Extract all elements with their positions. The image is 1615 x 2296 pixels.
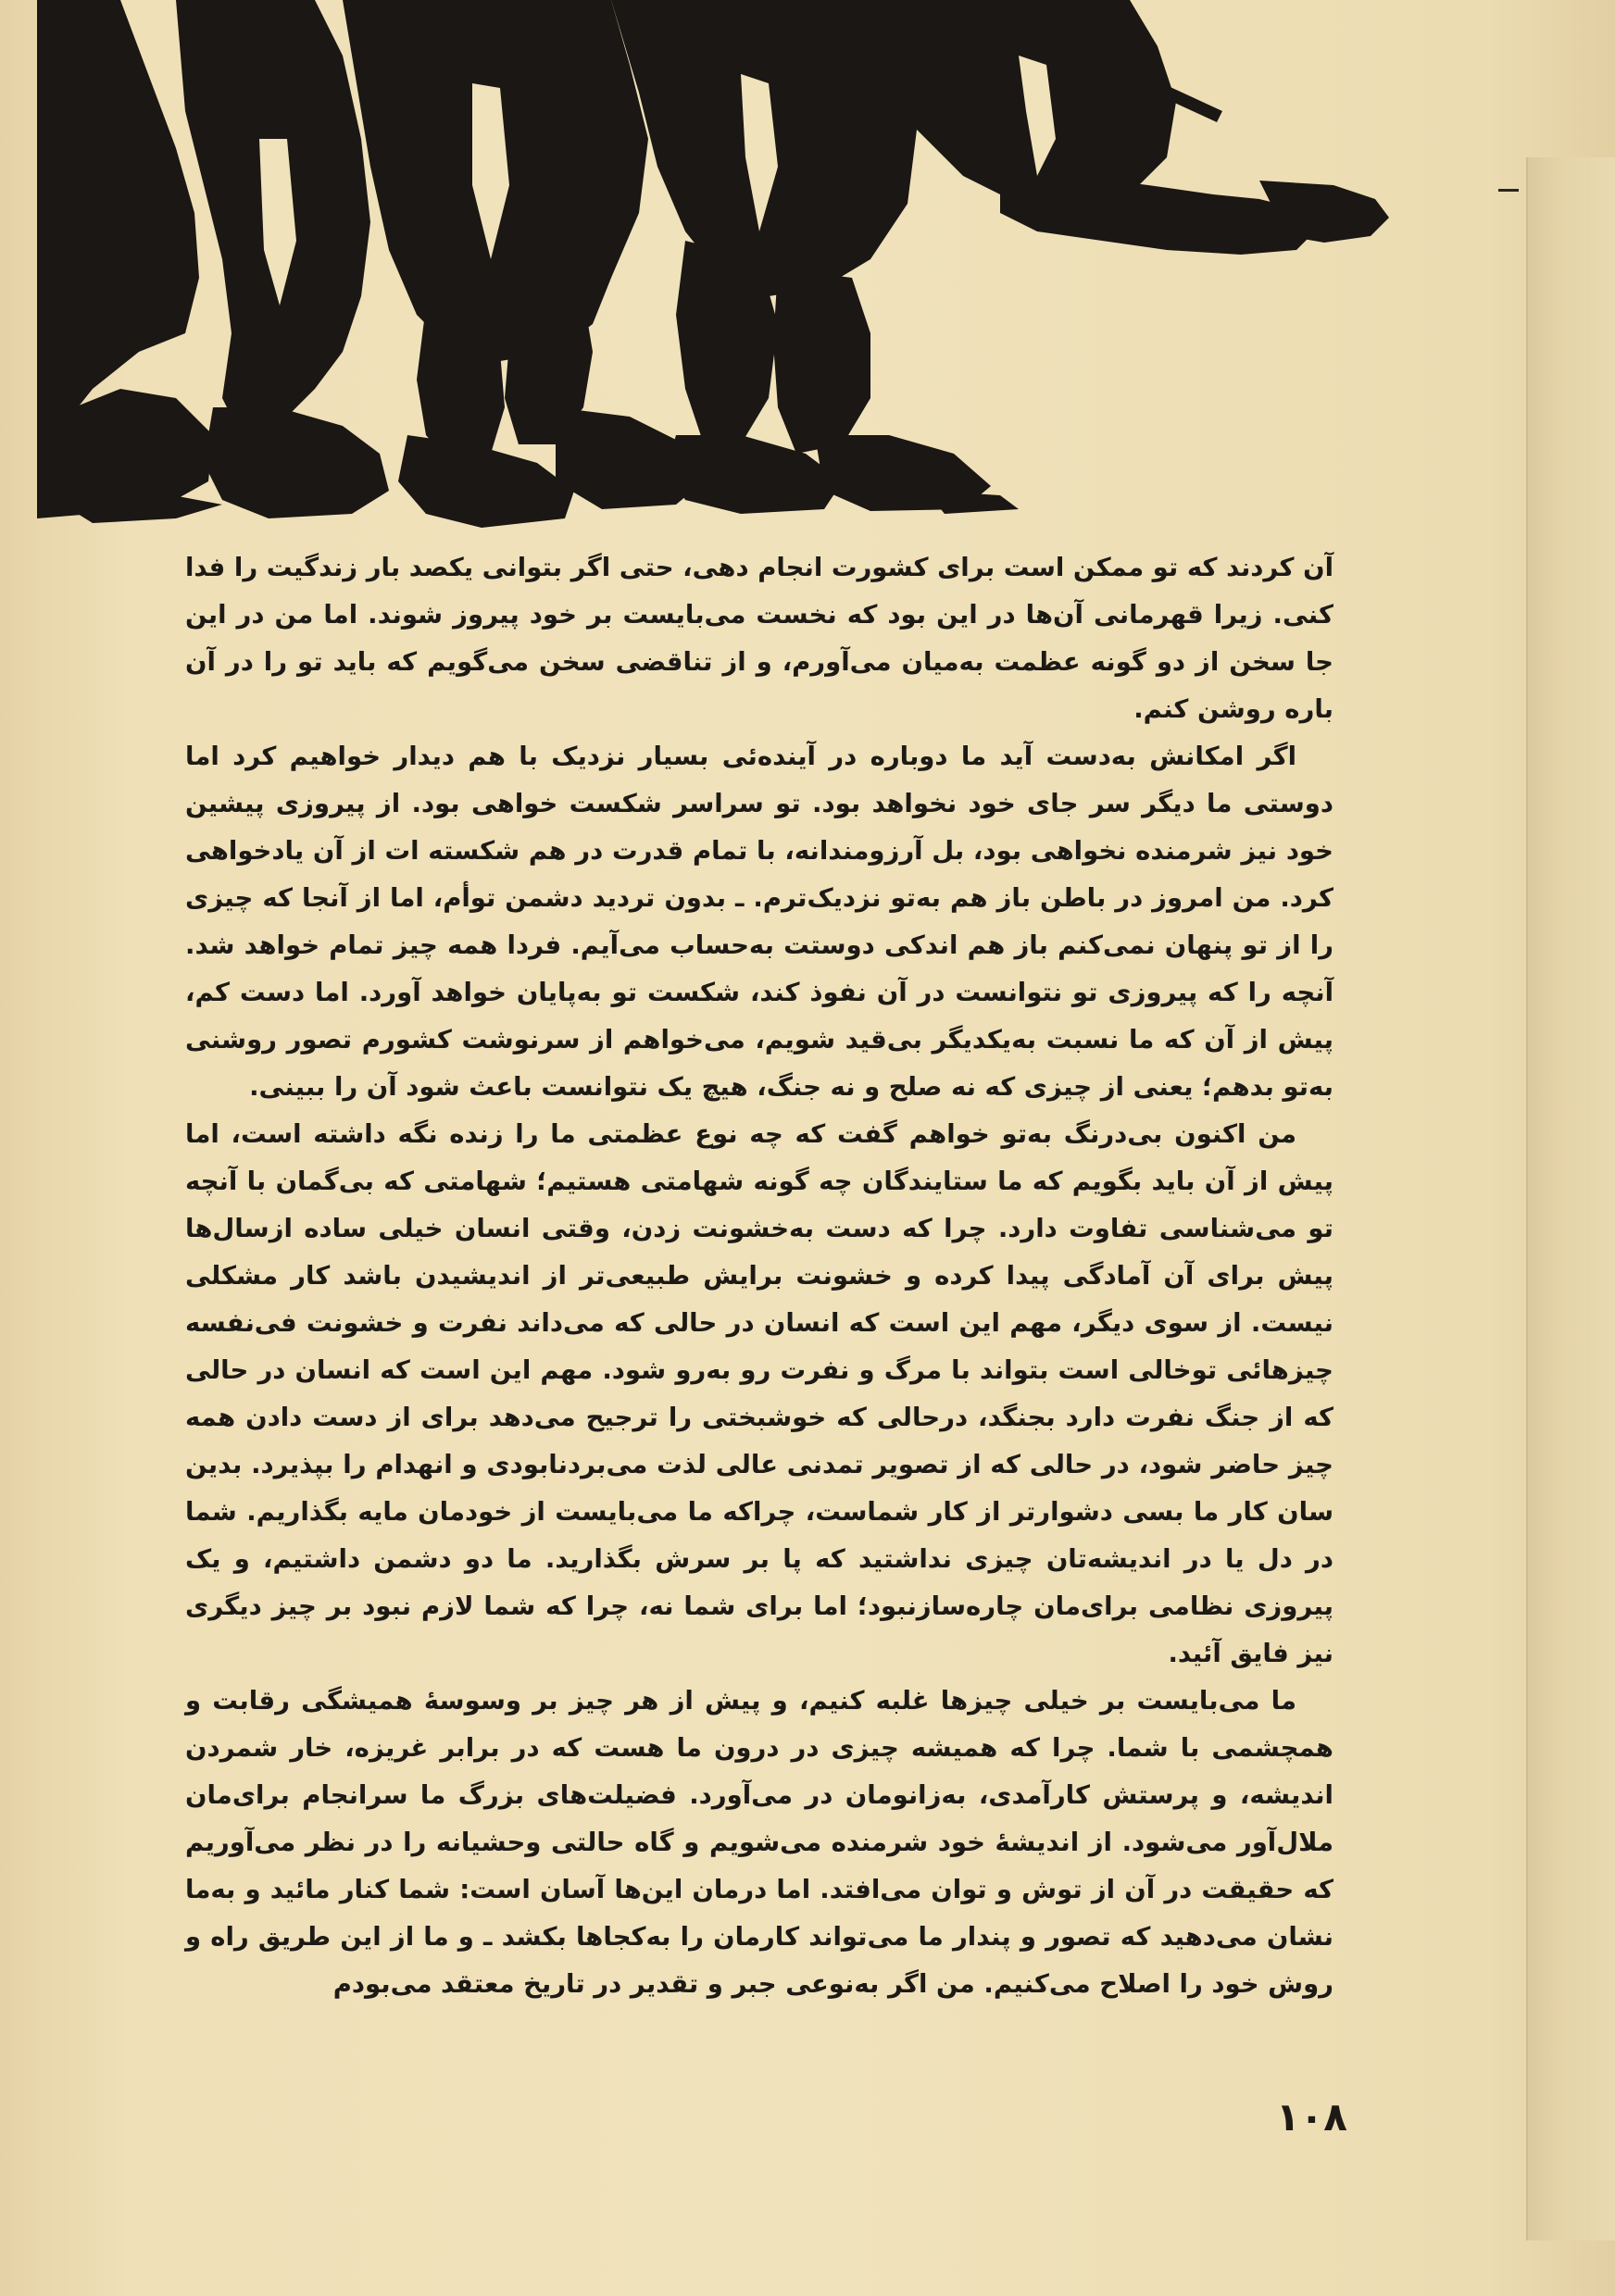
article-paragraph-1: آن کردند که تو ممکن است برای کشورت انجام دهی، حتی اگر بتوانی یکصد بار زندگیت را فدا کنی. زیرا قهرمانی آن‌ها در این بود که نخست می‌بایست بر خود پیروز شوند. اما من در این جا سخن از دو گونه عظمت به‌میان می‌آورم، و از تناقضی سخن می‌گویم که باید تو را در آن باره روشن کنم. [185,553,1333,724]
article-body [185,544,1333,2008]
marching-soldiers-illustration [37,0,1389,546]
article-paragraph-2: اگر امکانش به‌دست آید ما دوباره در آینده‌ئی بسیار نزدیک با هم دیدار خواهیم کرد اما دوستی ما دیگر سر جای خود نخواهد بود. تو سراسر شکست خواهی بود. از پیروزی پیشین خود نیز شرمنده نخواهی بود، بل آرزومندانه، با تمام قدرت در هم شکسته ات از آن یادخواهی کرد. من امروز در باطن باز هم به‌تو نزدیک‌ترم. ـ بدون تردید دشمن توأم، اما از آنجا که چیزی را از تو پنهان نمی‌کنم باز هم اندکی دوستت به‌حساب می‌آیم. فردا همه چیز تمام خواهد شد. آنچه را که پیروزی تو نتوانست در آن نفوذ کند، شکست تو به‌پایان خواهد آورد. اما دست کم، پیش از آن که ما نسبت به‌یکدیگر بی‌قید شویم، می‌خواهم از سرنوشت کشورم تصور روشنی به‌تو بدهم؛ یعنی از چیزی که نه صلح و نه جنگ، هیچ یک نتوانست باعث شود آن را ببینی. [185,742,1333,1102]
page-fold-edge [1526,157,1615,2240]
margin-mark [1498,189,1519,192]
article-paragraph-3: من اکنون بی‌درنگ به‌تو خواهم گفت که چه نوع عظمتی ما را زنده نگه داشته است، اما پیش از آن باید بگویم که ما ستایندگان چه گونه شهامتی هستیم؛ شهامتی که بی‌گمان با آنچه تو می‌شناسی تفاوت دارد. چرا که دست به‌خشونت زدن، وقتی انسان خیلی ساده ازسال‌ها پیش برای آن آمادگی پیدا کرده و خشونت برایش طبیعی‌تر از اندیشیدن باشد کار مشکلی نیست. از سوی دیگر، مهم این است که انسان در حالی که می‌داند نفرت و خشونت فی‌نفسه چیزهائی توخالی است بتواند با مرگ و نفرت رو به‌رو شود. مهم این است که انسان در حالی که از جنگ نفرت دارد بجنگد، درحالی که خوشبختی را ترجیح می‌دهد برای از دست دادن همه چیز حاضر شود، در حالی که از تصویر تمدنی عالی لذت می‌بردنابودی و انهدام را بپذیرد. بدین سان کار ما بسی دشوارتر از کار شماست، چراکه ما می‌بایست از خودمان مایه بگذاریم. شما در دل یا در اندیشه‌تان چیزی نداشتید که پا بر سرش بگذارید. ما دو دشمن داشتیم، و یک پیروزی نظامی برای‌مان چاره‌سازنبود؛ اما برای شما نه، چرا که شما لازم نبود بر چیز دیگری نیز فایق آئید. [185,1119,1333,1668]
article-paragraph-4: ما می‌بایست بر خیلی چیزها غلبه کنیم، و پیش از هر چیز بر وسوسهٔ همیشگی رقابت و همچشمی با شما. چرا که همیشه چیزی در درون ما هست که در برابر غریزه، خار شمردن اندیشه، و پرستش کارآمدی، به‌زانومان در می‌آورد. فضیلت‌های بزرگ ما سرانجام برای‌مان ملال‌آور می‌شود. از اندیشهٔ خود شرمنده می‌شویم و گاه حالتی وحشیانه را در نظر می‌آوریم که حقیقت در آن از توش و توان می‌افتد. اما درمان این‌ها آسان است: شما کنار مائید و به‌ما نشان می‌دهید که تصور و پندار ما می‌تواند کارمان را به‌کجاها بکشد ـ و ما از این طریق راه و روش خود را اصلاح می‌کنیم. من اگر به‌نوعی جبر و تقدیر در تاریخ معتقد می‌بودم [185,1686,1333,1999]
page-number: ۱۰۸ [1276,2094,1347,2140]
